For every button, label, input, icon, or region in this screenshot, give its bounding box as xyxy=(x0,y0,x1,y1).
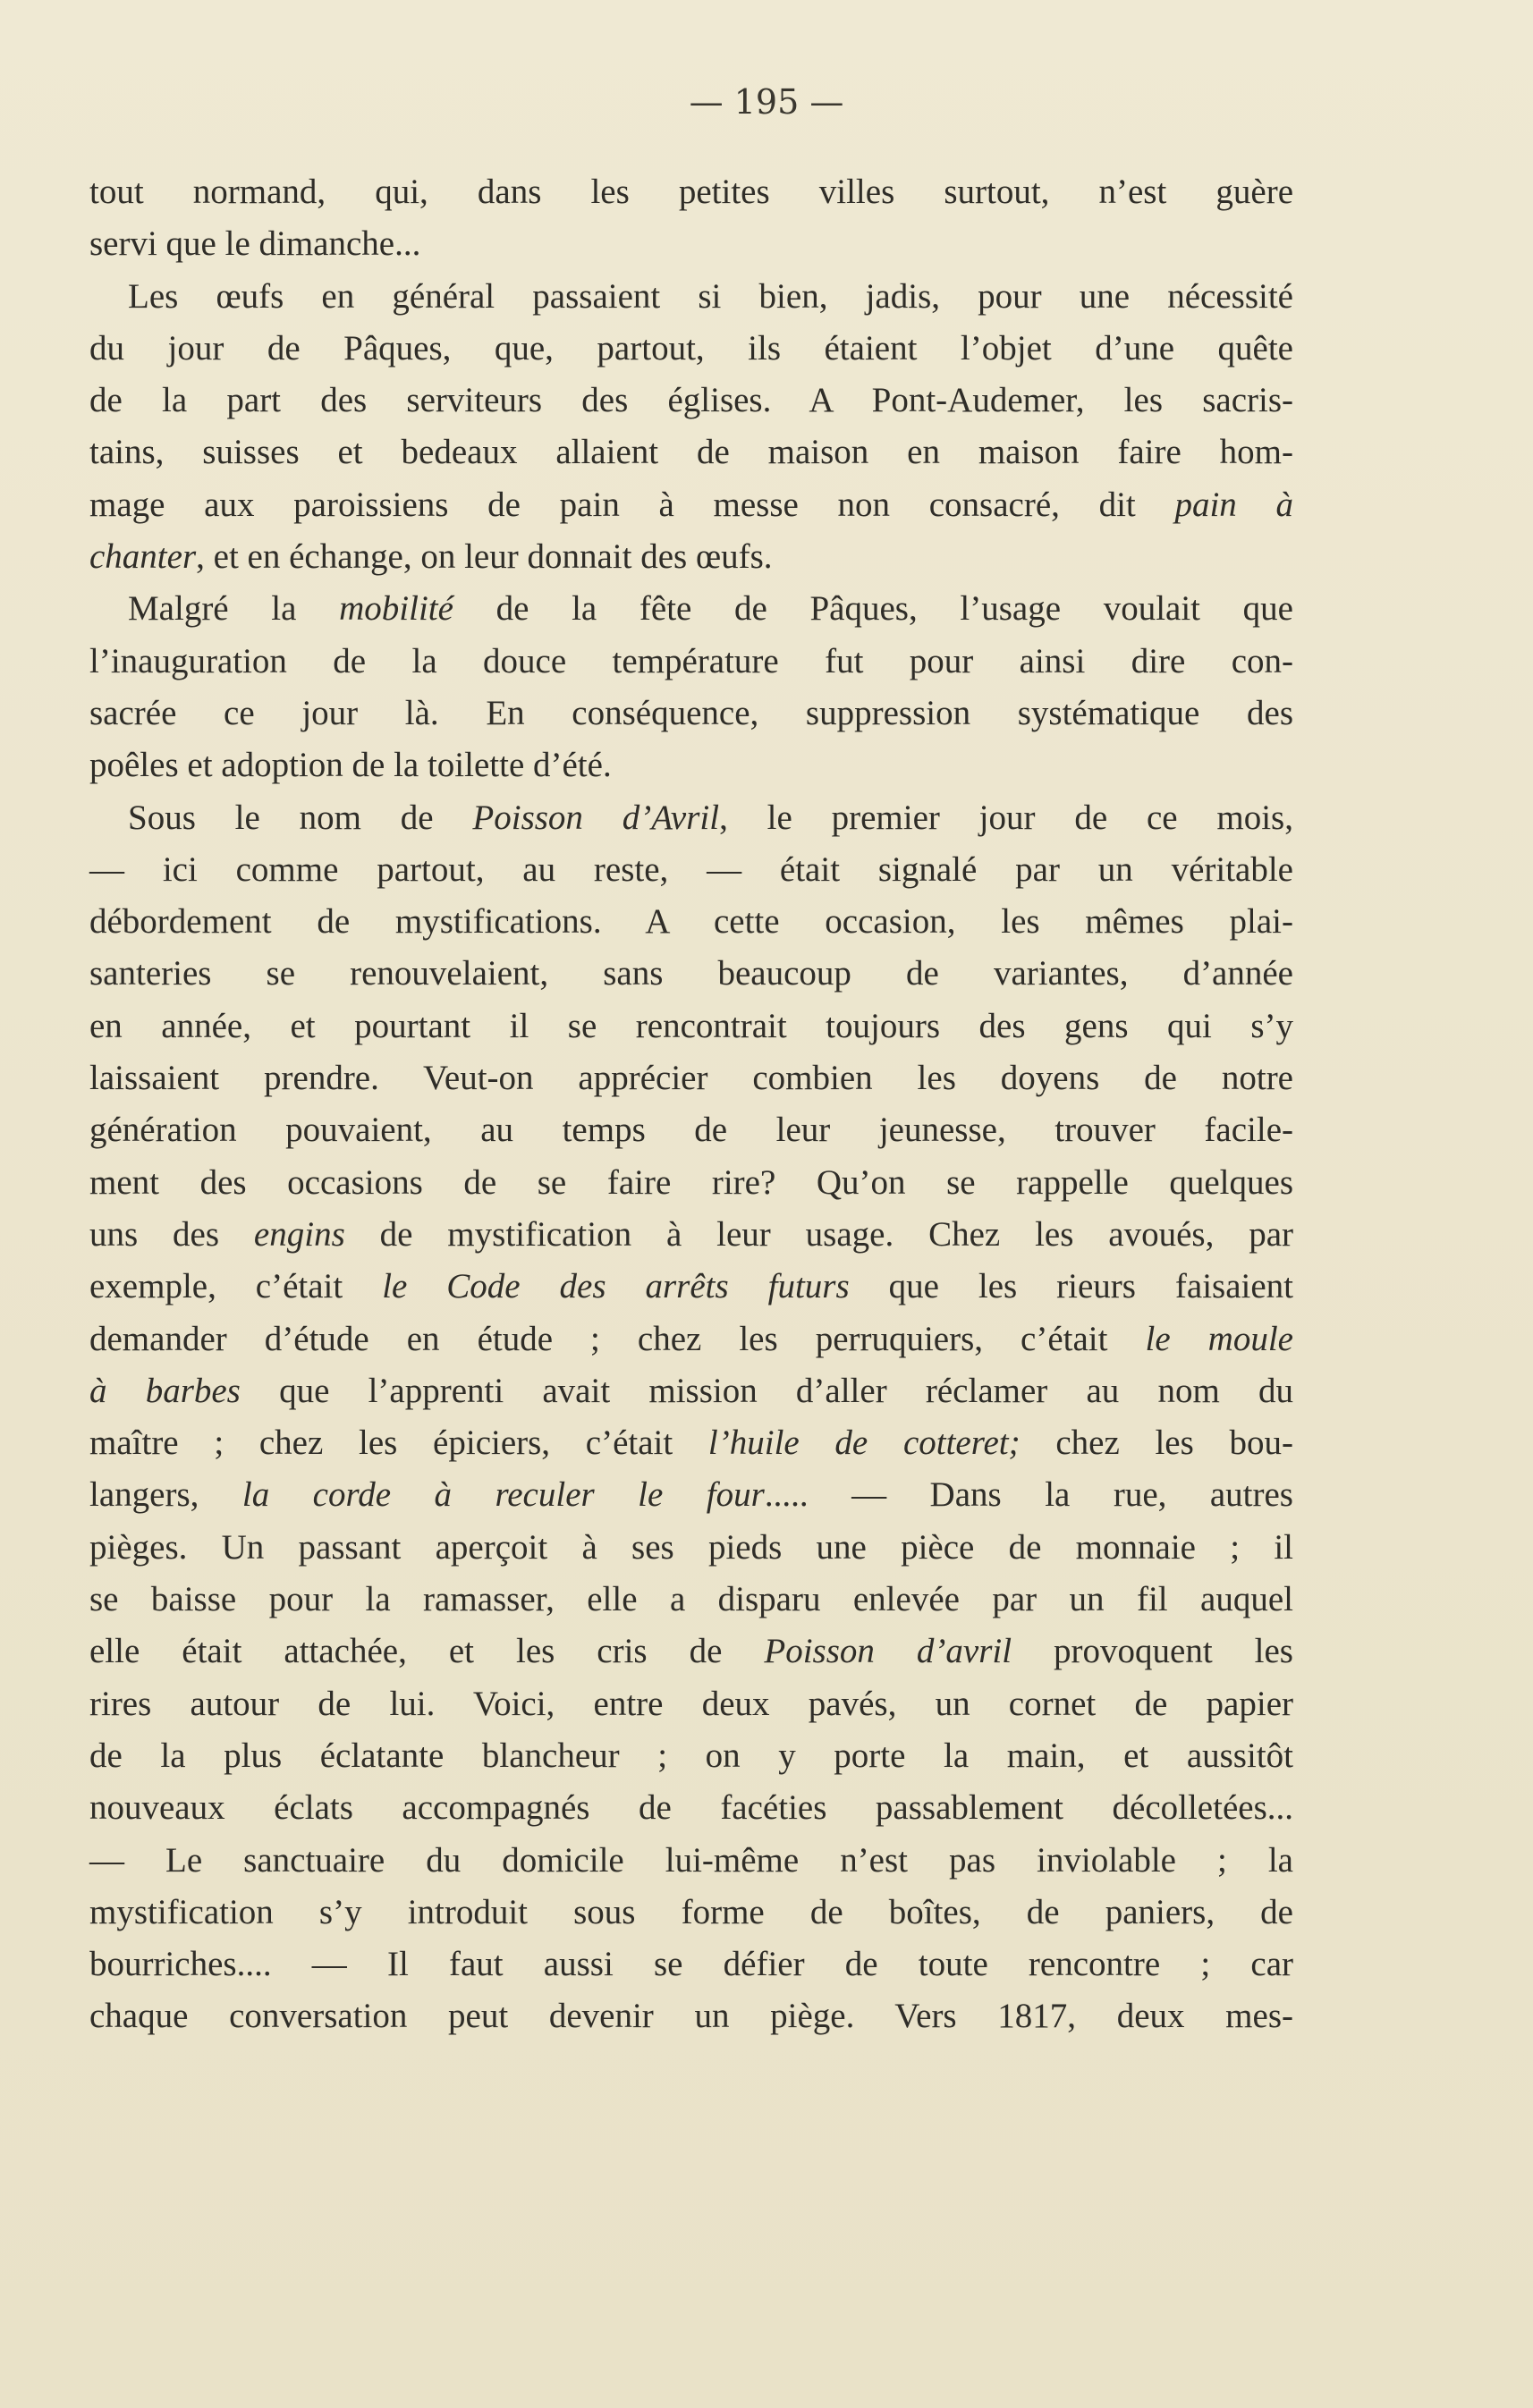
italic-text: Poisson d’Avril xyxy=(472,798,720,837)
text-segment: sacrée ce jour là. En conséquence, suppression systématique des xyxy=(89,693,1293,732)
text-segment: tains, suisses et bedeaux allaient de maison en maison faire hom- xyxy=(89,433,1293,472)
italic-text: Poisson d’avril xyxy=(764,1632,1012,1671)
text-line xyxy=(89,739,1293,791)
text-line xyxy=(89,1522,1293,1574)
text-line xyxy=(89,1939,1293,1990)
text-line xyxy=(89,583,1293,635)
text-line xyxy=(89,1001,1293,1052)
text-line xyxy=(89,1417,1293,1469)
text-line xyxy=(89,844,1293,896)
italic-text: chanter xyxy=(89,537,197,577)
text-line xyxy=(89,1574,1293,1626)
text-line xyxy=(89,1104,1293,1156)
text-segment: que les rieurs faisaient xyxy=(849,1267,1293,1306)
text-line xyxy=(89,479,1293,531)
text-line xyxy=(89,792,1293,844)
text-line xyxy=(89,1157,1293,1209)
italic-text: le Code des arrêts futurs xyxy=(382,1267,850,1306)
text-segment: nouveaux éclats accompagnés de facéties passablement décolletées... xyxy=(89,1788,1293,1828)
text-line xyxy=(89,1835,1293,1887)
text-line xyxy=(89,166,1293,218)
text-segment: bourriches.... — Il faut aussi se défier de toute rencontre ; car xyxy=(89,1945,1293,1984)
text-segment: du jour de Pâques, que, partout, ils étaient l’objet d’une quête xyxy=(89,328,1293,368)
text-segment: maître ; chez les épiciers, c’était xyxy=(89,1424,708,1463)
text-line xyxy=(89,375,1293,427)
text-segment: tout normand, qui, dans les petites villes surtout, n’est guère xyxy=(89,173,1293,211)
text-segment: en année, et pourtant il se rencontrait toujours des gens qui s’y xyxy=(89,1006,1293,1045)
text-segment: elle était attachée, et les cris de xyxy=(89,1632,765,1671)
text-line xyxy=(89,1626,1293,1677)
text-segment: chez les bou- xyxy=(1020,1424,1293,1463)
italic-text: à barbes xyxy=(89,1371,241,1410)
text-line xyxy=(89,1990,1293,2042)
italic-text: mobilité xyxy=(339,589,453,629)
text-segment: uns des xyxy=(89,1214,254,1254)
text-line xyxy=(89,1887,1293,1939)
text-line xyxy=(89,323,1293,375)
text-line xyxy=(89,1730,1293,1782)
italic-text: l’huile de cotteret; xyxy=(707,1424,1021,1463)
text-segment: Les œufs en général passaient si bien, jadis, pour une nécessité xyxy=(128,276,1293,316)
text-line xyxy=(89,1365,1293,1417)
text-line xyxy=(89,1261,1293,1313)
text-line xyxy=(89,896,1293,948)
text-line xyxy=(89,531,1293,583)
text-segment: , le premier jour de ce mois, xyxy=(719,798,1293,837)
text-line xyxy=(89,948,1293,1000)
text-segment: Malgré la xyxy=(128,589,340,629)
italic-text: engins xyxy=(253,1214,345,1254)
text-segment: — ici comme partout, au reste, — était signalé par un véritable xyxy=(89,849,1293,889)
text-segment: débordement de mystifications. A cette occasion, les mêmes plai- xyxy=(89,902,1293,942)
text-segment: , et en échange, on leur donnait des œufs. xyxy=(196,537,773,577)
text-segment: de la fête de Pâques, l’usage voulait que xyxy=(453,589,1293,629)
text-line xyxy=(89,1314,1293,1365)
text-segment: de mystification à leur usage. Chez les avoués, par xyxy=(344,1214,1293,1254)
page-number: — 195 — xyxy=(689,82,844,122)
text-line xyxy=(89,688,1293,739)
text-line xyxy=(89,1469,1293,1521)
text-segment: mystification s’y introduit sous forme de boîtes, de paniers, de xyxy=(89,1892,1293,1931)
text-segment: de la plus éclatante blancheur ; on y porte la main, et aussitôt xyxy=(89,1736,1293,1775)
text-segment: mage aux paroissiens de pain à messe non consacré, dit xyxy=(89,485,1175,524)
text-segment: provoquent les xyxy=(1012,1632,1293,1671)
text-segment: poêles et adoption de la toilette d’été. xyxy=(89,746,612,785)
text-segment: pièges. Un passant aperçoit à ses pieds une pièce de monnaie ; il xyxy=(89,1527,1293,1567)
text-segment: exemple, c’était xyxy=(89,1267,383,1306)
text-segment: servi que le dimanche... xyxy=(89,224,421,264)
text-line xyxy=(89,427,1293,478)
text-segment: que l’apprenti avait mission d’aller réclamer au nom du xyxy=(240,1371,1293,1410)
text-line xyxy=(89,218,1293,270)
text-segment: langers, xyxy=(89,1475,242,1515)
text-segment: rires autour de lui. Voici, entre deux pavés, un cornet de papier xyxy=(89,1684,1293,1723)
text-line xyxy=(89,636,1293,688)
text-line xyxy=(89,1782,1293,1834)
text-segment: génération pouvaient, au temps de leur jeunesse, trouver facile- xyxy=(89,1111,1293,1150)
text-segment: de la part des serviteurs des églises. A Pont-Audemer, les sacris- xyxy=(89,381,1293,420)
text-segment: Sous le nom de xyxy=(128,798,473,837)
text-segment: ..... — Dans la rue, autres xyxy=(764,1475,1293,1515)
body-text xyxy=(89,166,1293,2043)
italic-text: pain à xyxy=(1174,485,1293,524)
text-segment: chaque conversation peut devenir un piège. Vers 1817, deux mes- xyxy=(89,1997,1293,2036)
text-segment: laissaient prendre. Veut-on apprécier combien les doyens de notre xyxy=(89,1059,1293,1098)
text-segment: — Le sanctuaire du domicile lui-même n’est pas inviolable ; la xyxy=(89,1840,1293,1880)
text-line xyxy=(89,1052,1293,1104)
text-line xyxy=(89,271,1293,323)
italic-text: la corde à reculer le four xyxy=(241,1475,765,1515)
italic-text: le moule xyxy=(1145,1319,1293,1358)
text-line xyxy=(89,1678,1293,1730)
text-segment: santeries se renouvelaient, sans beaucoup de variantes, d’année xyxy=(89,954,1293,993)
text-segment: se baisse pour la ramasser, elle a disparu enlevée par un fil auquel xyxy=(89,1580,1293,1619)
text-segment: l’inauguration de la douce température fut pour ainsi dire con- xyxy=(89,641,1293,680)
text-segment: ment des occasions de se faire rire? Qu’on se rappelle quelques xyxy=(89,1162,1293,1202)
text-segment: demander d’étude en étude ; chez les perruquiers, c’était xyxy=(89,1319,1146,1358)
text-line xyxy=(89,1209,1293,1261)
